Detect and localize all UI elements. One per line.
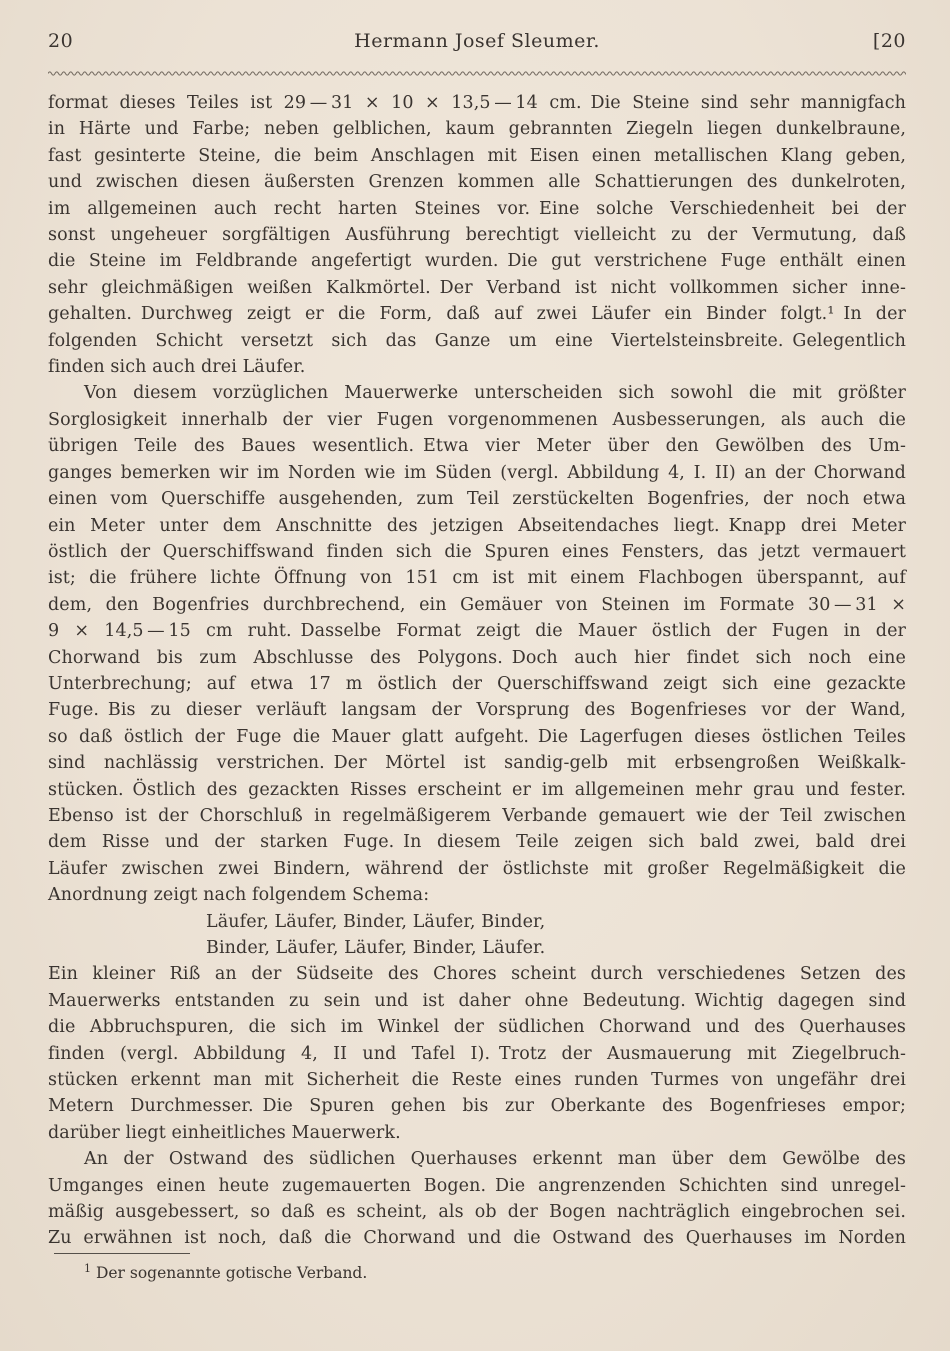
text-line: sehr gleichmäßigen weißen Kalkmörtel. Der Verband ist nicht vollkommen sicher inne- bbox=[48, 277, 906, 298]
page-header bbox=[48, 30, 906, 52]
text-line: folgenden Schicht versetzt sich das Ganze um eine Viertelsteinsbreite. Gelegentlich bbox=[48, 330, 906, 351]
text-line: und zwischen diesen äußersten Grenzen kommen alle Schattierungen des dunkelroten, bbox=[48, 172, 906, 193]
text-line: östlich der Querschiffswand finden sich die Spuren eines Fensters, das jetzt vermauert bbox=[48, 541, 906, 562]
text-line: einen vom Querschiffe ausgehenden, zum Teil zerstückelten Bogenfries, der noch etwa bbox=[48, 489, 906, 510]
text-line: die Abbruchspuren, die sich im Winkel der südlichen Chorwand und des Querhauses bbox=[48, 1017, 906, 1038]
text-line: ein Meter unter dem Anschnitte des jetzigen Abseitendaches liegt. Knapp drei Meter bbox=[48, 515, 906, 536]
text-line: dem Risse und der starken Fuge. In diesem Teile zeigen sich bald zwei, bald drei bbox=[48, 832, 906, 853]
text-line: Unterbrechung; auf etwa 17 m östlich der Querschiffswand zeigt sich eine gezackte bbox=[48, 673, 906, 694]
text-line: Metern Durchmesser. Die Spuren gehen bis zur Oberkante des Bogenfrieses empor; bbox=[48, 1096, 906, 1117]
page-number-right: [20 bbox=[872, 30, 906, 52]
text-line: dem, den Bogenfries durchbrechend, ein Gemäuer von Steinen im Formate 30 — 31 × bbox=[48, 594, 906, 615]
footnote bbox=[48, 1253, 906, 1284]
text-line: ist; die frühere lichte Öffnung von 151 cm ist mit einem Flachbogen überspannt, auf bbox=[48, 568, 906, 589]
text-line: Umganges einen heute zugemauerten Bogen. Die angrenzenden Schichten sind unregel- bbox=[48, 1175, 906, 1196]
text-line: gehalten. Durchweg zeigt er die Form, daß auf zwei Läufer ein Binder folgt.¹ In der bbox=[48, 304, 906, 325]
text-line: finden (vergl. Abbildung 4, II und Tafel I). Trotz der Ausmauerung mit Ziegelbruch- bbox=[48, 1043, 906, 1064]
footnote-marker: 1 bbox=[84, 1262, 91, 1275]
text-line: sonst ungeheuer sorgfältigen Ausführung berechtigt vielleicht zu der Vermutung, daß bbox=[48, 225, 906, 246]
text-line: sind nachlässig verstrichen. Der Mörtel ist sandig-gelb mit erbsengroßen Weißkalk- bbox=[48, 753, 906, 774]
text-line: darüber liegt einheitliches Mauerwerk. bbox=[48, 1122, 401, 1143]
decorative-wavy-rule bbox=[48, 68, 906, 77]
text-line: Mauerwerks entstanden zu sein und ist daher ohne Bedeutung. Wichtig dagegen sind bbox=[48, 990, 906, 1011]
text-line: Anordnung zeigt nach folgendem Schema: bbox=[48, 885, 430, 906]
text-line: Ein kleiner Riß an der Südseite des Chores scheint durch verschiedenes Setzen des bbox=[48, 964, 906, 985]
text-line: so daß östlich der Fuge die Mauer glatt aufgeht. Die Lagerfugen dieses östlichen Teiles bbox=[48, 726, 906, 747]
text-line: ganges bemerken wir im Norden wie im Süden (vergl. Abbildung 4, I. II) an der Chorwand bbox=[48, 462, 906, 483]
footnote-body: Der sogenannte gotische Verband. bbox=[95, 1264, 368, 1283]
text-line: Chorwand bis zum Abschlusse des Polygons. Doch auch hier findet sich noch eine bbox=[48, 647, 906, 668]
footnote-text bbox=[48, 1258, 906, 1284]
text-line: in Härte und Farbe; neben gelblichen, kaum gebrannten Ziegeln liegen dunkelbraune, bbox=[48, 119, 906, 140]
text-line: Zu erwähnen ist noch, daß die Chorwand und die Ostwand des Querhauses im Norden bbox=[48, 1228, 906, 1249]
text-line: übrigen Teile des Baues wesentlich. Etwa vier Meter über den Gewölben des Um- bbox=[48, 436, 906, 457]
text-line: im allgemeinen auch recht harten Steines vor. Eine solche Verschiedenheit bei der bbox=[48, 198, 906, 219]
text-line: Sorglosigkeit innerhalb der vier Fugen vorgenommenen Ausbesserungen, als auch die bbox=[48, 409, 906, 430]
text-line: Binder, Läufer, Läufer, Binder, Läufer. bbox=[206, 938, 546, 958]
text-line: Ebenso ist der Chorschluß in regelmäßigerem Verbande gemauert wie der Teil zwischen bbox=[48, 805, 906, 826]
text-line: finden sich auch drei Läufer. bbox=[48, 357, 306, 378]
text-line: die Steine im Feldbrande angefertigt wurden. Die gut verstrichene Fuge enthält einen bbox=[48, 251, 906, 272]
text-line: An der Ostwand des südlichen Querhauses erkennt man über dem Gewölbe des bbox=[84, 1149, 906, 1170]
text-line: Läufer zwischen zwei Bindern, während der östlichste mit großer Regelmäßigkeit die bbox=[48, 858, 906, 879]
text-line: format dieses Teiles ist 29 — 31 × 10 × 13,5 — 14 cm. Die Steine sind sehr mannigfach bbox=[48, 93, 906, 113]
text-line: Fuge. Bis zu dieser verläuft langsam der Vorsprung des Bogenfrieses vor der Wand, bbox=[48, 700, 906, 721]
text-line: 9 × 14,5 — 15 cm ruht. Dasselbe Format zeigt die Mauer östlich der Fugen in der bbox=[48, 621, 906, 642]
text-line: Läufer, Läufer, Binder, Läufer, Binder, bbox=[206, 911, 546, 932]
body-text bbox=[48, 90, 906, 1252]
text-line: mäßig ausgebessert, so daß es scheint, als ob der Bogen nachträglich eingebrochen sei. bbox=[48, 1202, 906, 1223]
text-line: stücken. Östlich des gezackten Risses erscheint er im allgemeinen mehr grau und fester. bbox=[48, 779, 906, 800]
running-title: Hermann Josef Sleumer. bbox=[354, 30, 600, 52]
text-line: Von diesem vorzüglichen Mauerwerke unterscheiden sich sowohl die mit größter bbox=[84, 383, 906, 404]
footnote-rule bbox=[54, 1253, 190, 1254]
text-line: fast gesinterte Steine, die beim Anschlagen mit Eisen einen metallischen Klang geben, bbox=[48, 145, 906, 166]
page-number-left: 20 bbox=[48, 30, 74, 52]
text-line: stücken erkennt man mit Sicherheit die Reste eines runden Turmes von ungefähr drei bbox=[48, 1070, 906, 1091]
